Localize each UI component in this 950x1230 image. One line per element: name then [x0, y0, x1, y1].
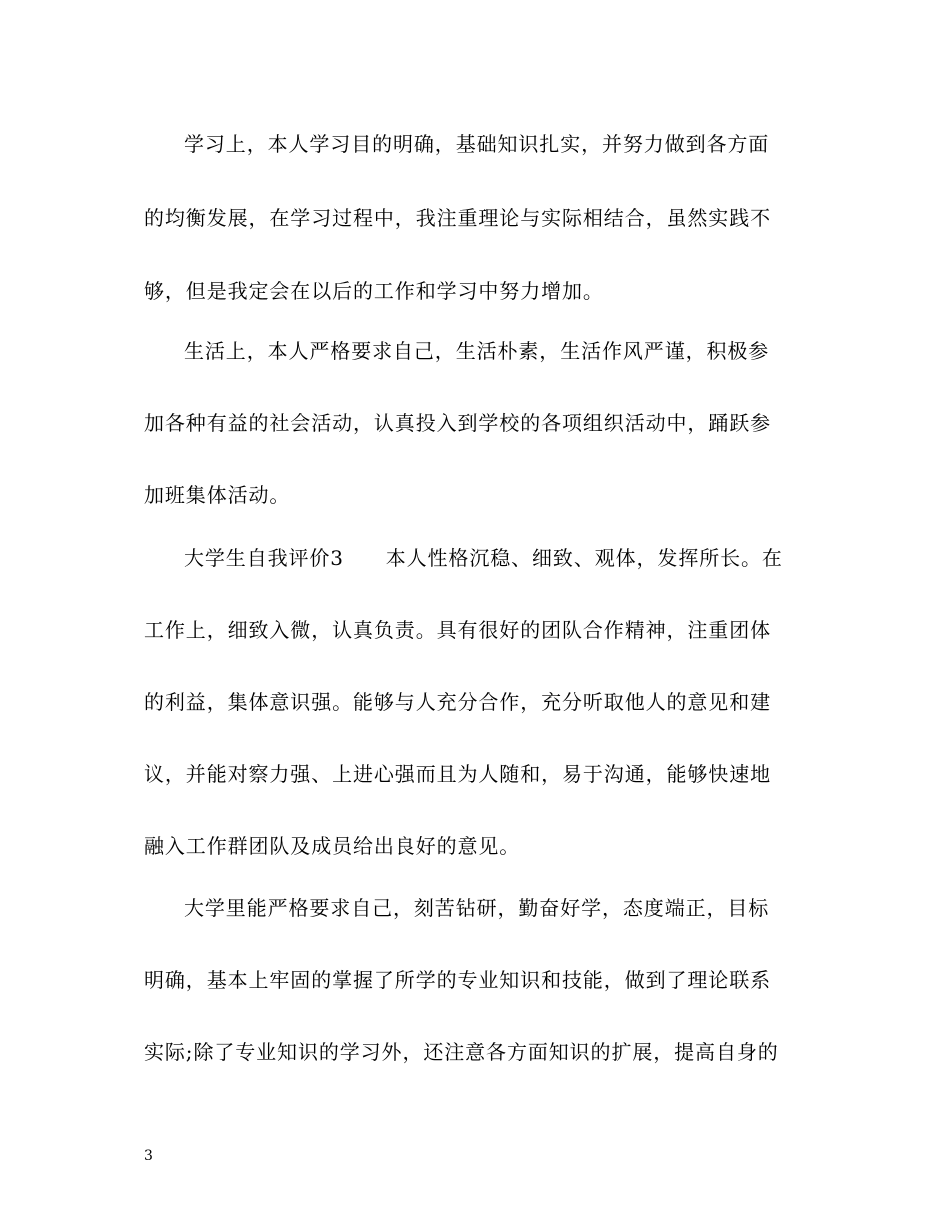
paragraph-1-line-3: 够，但是我定会在以后的工作和学习中努力增加。: [144, 279, 604, 303]
paragraph-3-line-5: 融入工作群团队及成员给出良好的意见。: [144, 834, 521, 858]
paragraph-4-line-1: 大学里能严格要求自己，刻苦钻研，勤奋好学，态度端正，目标: [184, 896, 770, 920]
paragraph-2-line-3: 加班集体活动。: [144, 483, 291, 507]
paragraph-4-line-3: 实际;除了专业知识的学习外，还注意各方面知识的扩展，提高自身的: [144, 1040, 779, 1064]
paragraph-3-line-2: 工作上，细致入微，认真负责。具有很好的团队合作精神，注重团体: [144, 618, 771, 642]
page-number: 3: [144, 1148, 153, 1164]
paragraph-3-line-3: 的利益，集体意识强。能够与人充分合作，充分听取他人的意见和建: [144, 690, 771, 714]
paragraph-3-line-4: 议，并能对察力强、上进心强而且为人随和，易于沟通，能够快速地: [144, 762, 771, 786]
paragraph-4-line-2: 明确，基本上牢固的掌握了所学的专业知识和技能，做到了理论联系: [144, 968, 771, 992]
paragraph-2-line-2: 加各种有益的社会活动，认真投入到学校的各项组织活动中，踊跃参: [144, 411, 771, 435]
paragraph-1-line-1: 学习上，本人学习目的明确，基础知识扎实，并努力做到各方面: [184, 132, 770, 156]
paragraph-3-line-1: 大学生自我评价3 本人性格沉稳、细致、观体，发挥所长。在: [184, 546, 783, 570]
paragraph-1-line-2: 的均衡发展，在学习过程中，我注重理论与实际相结合，虽然实践不: [144, 206, 771, 230]
paragraph-2-line-1: 生活上，本人严格要求自己，生活朴素，生活作风严谨，积极参: [184, 339, 770, 363]
